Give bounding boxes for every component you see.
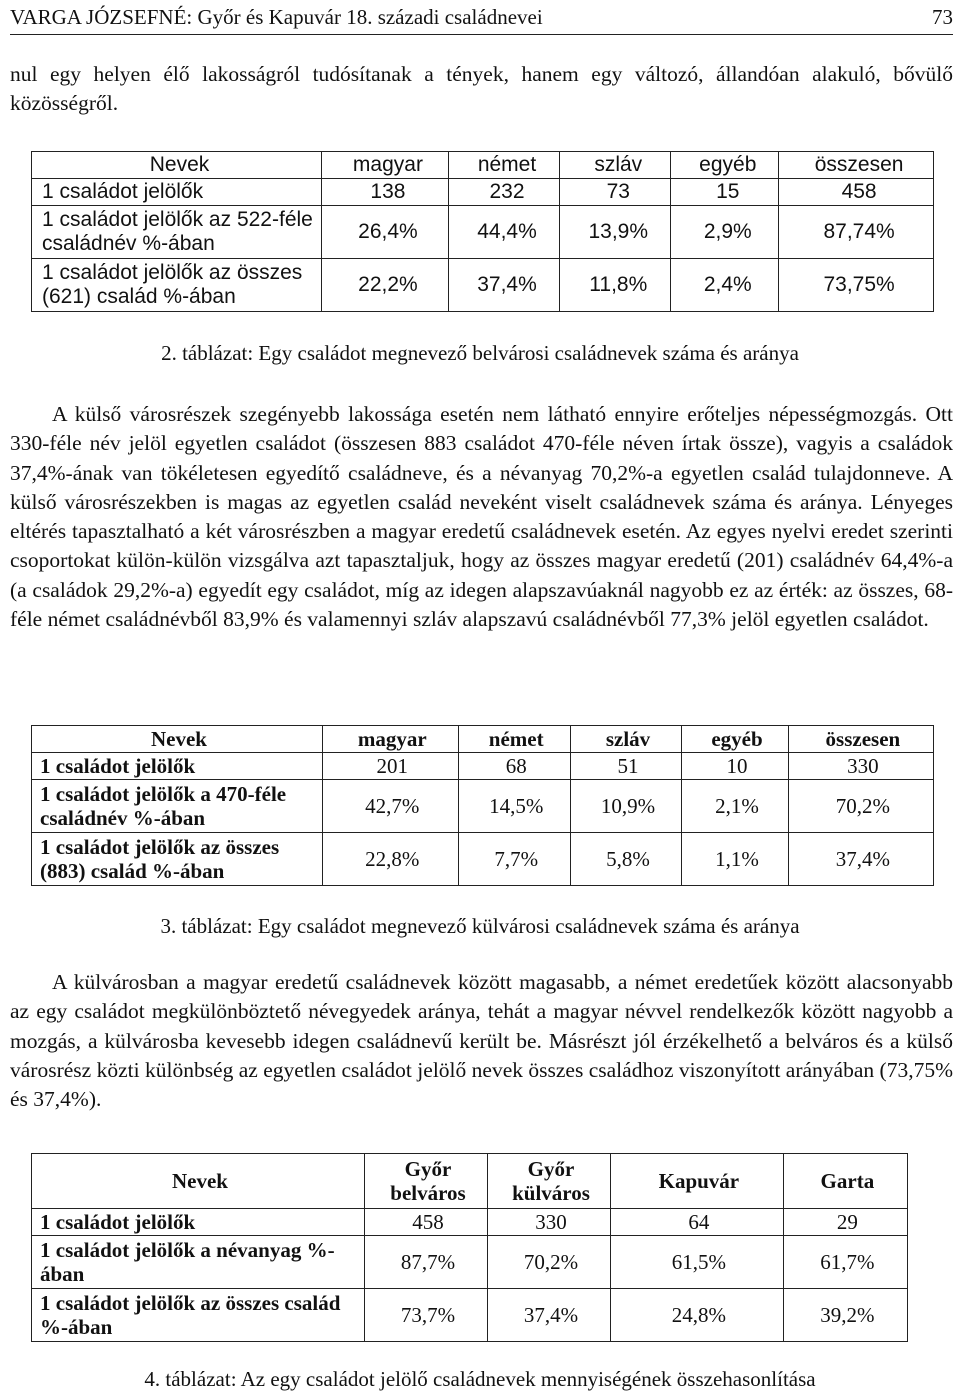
table-cell: 73,75% xyxy=(779,259,934,312)
table-cell: 39,2% xyxy=(783,1289,907,1342)
table-cell: 458 xyxy=(365,1209,488,1236)
table-row xyxy=(32,179,934,206)
paragraph-suburb-comparison: A külvárosban a magyar eredetű családnevek között magasabb, a német eredetűek között alacsonyabb az egy családot megkülönböztető névegyedek aránya, tehát a magyar névvel rendelkezők között nagyobb a mozgás, a külvárosba kevesebb idegen családnevű került be. Másrészt jól érzékelhető a belváros és a külső városrész közti különbség az egyetlen családot jelölő nevek összes családhoz viszonyított arányában (73,75% és 37,4%). xyxy=(10,970,953,1112)
paragraph-continuation: nul egy helyen élő lakosságról tudósítanak a tények, hanem egy változó, állandóan alakuló, bővülő közösségről. xyxy=(10,62,953,116)
row-label: 1 családot jelölők az összes (621) család %-ában xyxy=(32,259,322,312)
table-row xyxy=(32,206,934,259)
table-cell: 37,4% xyxy=(488,1289,611,1342)
row-label: 1 családot jelölők az összes (883) család %-ában xyxy=(32,833,323,886)
header-cell: Nevek xyxy=(32,152,322,179)
table-row xyxy=(32,259,934,312)
row-label: 1 családot jelölők a 470-féle családnév %-ában xyxy=(32,780,323,833)
table-cell: 37,4% xyxy=(448,259,559,312)
table-cell: 29 xyxy=(783,1209,907,1236)
row-label: 1 családot jelölők xyxy=(32,1209,365,1236)
table-cell: 2,4% xyxy=(671,259,779,312)
table-2 xyxy=(31,151,934,312)
table-row xyxy=(32,753,934,780)
header-cell: Garta xyxy=(783,1154,907,1209)
table-2-caption: 2. táblázat: Egy családot megnevező belvárosi családnevek száma és aránya xyxy=(161,341,799,365)
page-number: 73 xyxy=(932,5,953,29)
table-cell: 1,1% xyxy=(682,833,789,886)
header-cell: szláv xyxy=(560,152,671,179)
header-cell: szláv xyxy=(570,726,681,753)
table-cell: 73,7% xyxy=(365,1289,488,1342)
table-cell: 330 xyxy=(488,1209,611,1236)
row-label: 1 családot jelölők az 522-féle családnév %-ában xyxy=(32,206,322,259)
table-cell: 330 xyxy=(788,753,933,780)
header-cell: egyéb xyxy=(682,726,789,753)
running-header xyxy=(10,4,953,35)
table-row xyxy=(32,1236,908,1289)
table-cell: 22,2% xyxy=(322,259,449,312)
table-cell: 2,9% xyxy=(671,206,779,259)
table-cell: 7,7% xyxy=(458,833,570,886)
table-cell: 70,2% xyxy=(488,1236,611,1289)
table-cell: 87,74% xyxy=(779,206,934,259)
header-cell: egyéb xyxy=(671,152,779,179)
table-header-row xyxy=(32,152,934,179)
table-cell: 5,8% xyxy=(570,833,681,886)
table-cell: 10 xyxy=(682,753,789,780)
table-cell: 15 xyxy=(671,179,779,206)
row-label: 1 családot jelölők az összes család %-ában xyxy=(32,1289,365,1342)
table-cell: 138 xyxy=(322,179,449,206)
table-4 xyxy=(31,1153,908,1342)
header-cell: Nevek xyxy=(32,1154,365,1209)
header-cell: német xyxy=(448,152,559,179)
table-cell: 201 xyxy=(323,753,459,780)
table-header-row xyxy=(32,726,934,753)
header-cell: magyar xyxy=(323,726,459,753)
header-cell: összesen xyxy=(788,726,933,753)
table-cell: 458 xyxy=(779,179,934,206)
table-cell: 13,9% xyxy=(560,206,671,259)
table-cell: 14,5% xyxy=(458,780,570,833)
table-cell: 64 xyxy=(611,1209,784,1236)
table-cell: 68 xyxy=(458,753,570,780)
table-cell: 2,1% xyxy=(682,780,789,833)
table-cell: 22,8% xyxy=(323,833,459,886)
table-cell: 11,8% xyxy=(560,259,671,312)
table-3 xyxy=(31,725,934,886)
header-cell: Nevek xyxy=(32,726,323,753)
table-cell: 42,7% xyxy=(323,780,459,833)
table-cell: 37,4% xyxy=(788,833,933,886)
table-cell: 61,5% xyxy=(611,1236,784,1289)
row-label: 1 családot jelölők xyxy=(32,179,322,206)
header-cell: Kapuvár xyxy=(611,1154,784,1209)
header-cell: magyar xyxy=(322,152,449,179)
table-cell: 24,8% xyxy=(611,1289,784,1342)
table-cell: 44,4% xyxy=(448,206,559,259)
table-row xyxy=(32,780,934,833)
header-author: VARGA JÓZSEFNÉ xyxy=(10,5,187,29)
header-cell: Győr belváros xyxy=(365,1154,488,1209)
row-label: 1 családot jelölők a névanyag %-ában xyxy=(32,1236,365,1289)
header-title: : Győr és Kapuvár 18. századi családnevei xyxy=(186,5,543,29)
table-row xyxy=(32,1209,908,1236)
table-cell: 10,9% xyxy=(570,780,681,833)
table-header-row xyxy=(32,1154,908,1209)
row-label: 1 családot jelölők xyxy=(32,753,323,780)
table-cell: 87,7% xyxy=(365,1236,488,1289)
table-cell: 232 xyxy=(448,179,559,206)
table-row xyxy=(32,833,934,886)
table-cell: 70,2% xyxy=(788,780,933,833)
table-3-caption: 3. táblázat: Egy családot megnevező külvárosi családnevek száma és aránya xyxy=(160,914,800,938)
table-cell: 51 xyxy=(570,753,681,780)
table-row xyxy=(32,1289,908,1342)
paragraph-external-districts: A külső városrészek szegényebb lakossága esetén nem látható ennyire erőteljes népességmozgás. Ott 330-féle név jelöl egyetlen családot (összesen 883 családot 470-féle néven írtak össze), vagyis a családok 37,4%-ának van tökéletesen egyedítő családneve, és a névanyag 70,2%-a egyetlen család tulajdonneve. A külső városrészekben is magas az egyetlen család neveként viselt családnevek száma és aránya. Lényeges eltérés tapasztalható a két városrészben a magyar eredetű családnevek esetén. Az egyes nyelvi eredet szerinti csoportokat külön-külön vizsgálva azt tapasztaljuk, hogy az összes magyar eredetű (201) családnév 64,4%-a (a családok 29,2%-a) egyedít egy családot, míg az idegen alapszavúaknál nagyobb ez az érték: az összes, 68-féle német családnévből 83,9% és valamennyi szláv alapszavú családnévből 77,3% jelöl egyetlen családot. xyxy=(10,402,953,632)
table-4-caption: 4. táblázat: Az egy családot jelölő családnevek mennyiségének összehasonlítása xyxy=(144,1367,816,1391)
header-cell: német xyxy=(458,726,570,753)
table-cell: 61,7% xyxy=(783,1236,907,1289)
header-cell: Győr külváros xyxy=(488,1154,611,1209)
table-cell: 26,4% xyxy=(322,206,449,259)
header-cell: összesen xyxy=(779,152,934,179)
table-cell: 73 xyxy=(560,179,671,206)
